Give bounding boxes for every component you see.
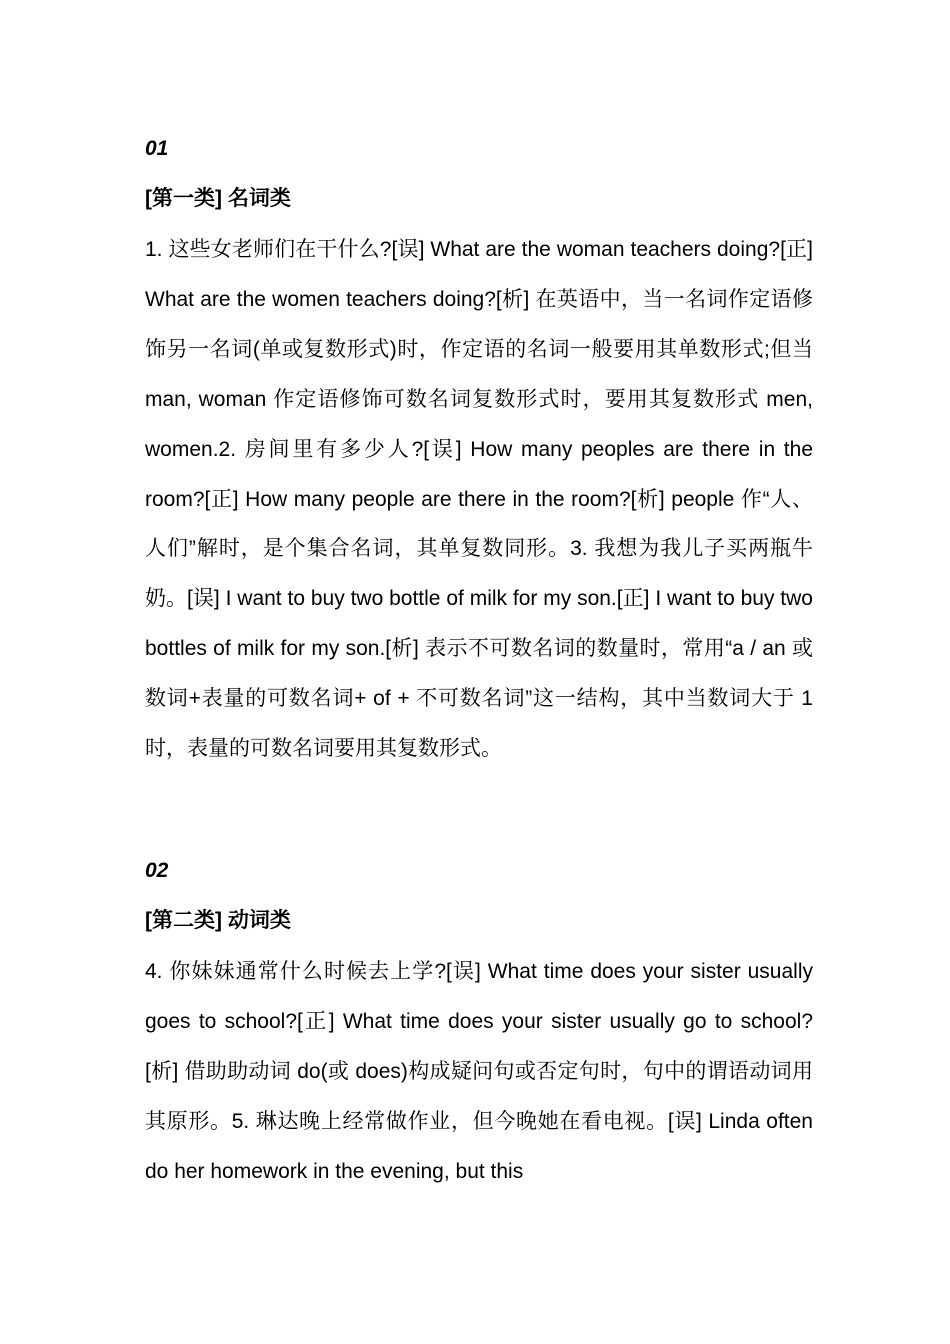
section-body xyxy=(145,947,813,1197)
section-title: [第一类] 名词类 xyxy=(145,187,291,210)
section-number: 01 xyxy=(145,137,169,160)
section-title: [第二类] 动词类 xyxy=(145,909,291,932)
section-paragraph: 4. 你妹妹通常什么时候去上学?[误] What time does your sister usually goes to school?[正] What time does your sister usually go to school?[析] 借助助动词 do(或 does)构成疑问句或否定句时，句中的谓语动词用其原形。5. 琳达晚上经常做作业，但今晚她在看电视。[误] Linda often do her homework in the evening, but this xyxy=(145,960,813,1183)
section-number: 02 xyxy=(145,859,169,882)
section-body xyxy=(145,225,813,774)
section-paragraph: 1. 这些女老师们在干什么?[误] What are the woman teachers doing?[正] What are the women teachers doing?[析] 在英语中，当一名词作定语修饰另一名词(单或复数形式)时，作定语的名词一般要用其单数形式;但当 man, woman 作定语修饰可数名词复数形式时，要用其复数形式 men, women.2. 房间里有多少人?[误] How many peoples are there in the room?[正] How many people are there in the room?[析] people 作“人、人们”解时，是个集合名词，其单复数同形。3. 我想为我儿子买两瓶牛奶。[误] I want to buy two bottle of milk for my son.[正] I want to buy two bottles of milk for my son.[析] 表示不可数名词的数量时，常用“a / an 或数词+表量的可数名词+ of + 不可数名词”这一结构，其中当数词大于 1 时，表量的可数名词要用其复数形式。 xyxy=(145,238,813,761)
